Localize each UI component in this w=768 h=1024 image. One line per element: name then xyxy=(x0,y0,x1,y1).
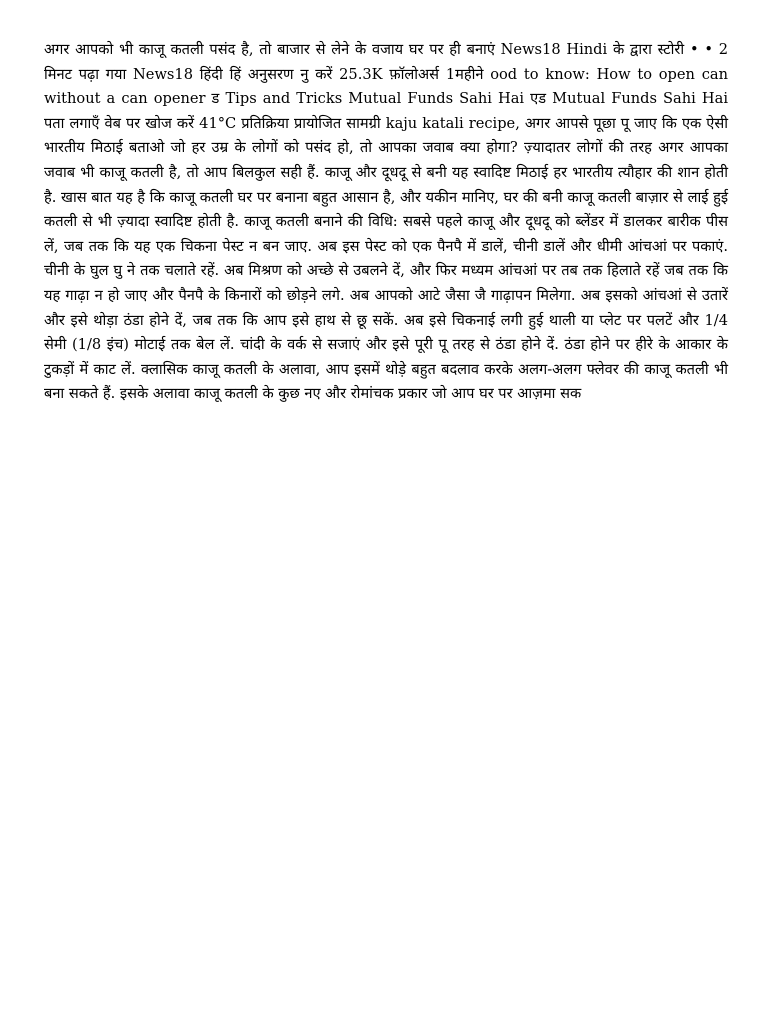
document-page xyxy=(44,38,728,407)
body-paragraph: अगर आपको भी काजू कतली पसंद है, तो बाजार से लेने के वजाय घर पर ही बनाएं News18 Hindi के द्वारा स्टोरी • • 2 मिनट पढ़ा गया News18 हिंदी हिं अनुसरण नु करें 25.3K फ़ॉलोअर्स 1महीने ood to know: How to open can without a can opener ड Tips and Tricks Mutual Funds Sahi Hai एड Mutual Funds Sahi Hai पता लगाएँ वेब पर खोज करें 41°C प्रतिक्रिया प्रायोजित सामग्री kaju katali recipe, अगर आपसे पूछा पू जाए कि एक ऐसी भारतीय मिठाई बताओ जो हर उम्र के लोगों को पसंद हो, तो आपका जवाब क्या होगा? ज़्यादातर लोगों की तरह अगर आपका जवाब भी काजू कतली है, तो आप बिलकुल सही हैं. काजू और दूधदू से बनी यह स्वादिष्ट मिठाई हर भारतीय त्यौहार की शान होती है. खास बात यह है कि काजू कतली घर पर बनाना बहुत आसान है, और यकीन मानिए, घर की बनी काजू कतली बाज़ार से लाई हुई कतली से भी ज़्यादा स्वादिष्ट होती है. काजू कतली बनाने की विधि: सबसे पहले काजू और दूधदू को ब्लेंडर में डालकर बारीक पीस लें, जब तक कि यह एक चिकना पेस्ट न बन जाए. अब इस पेस्ट को एक पैनपै में डालें, चीनी डालें और धीमी आंचआं पर पकाएं. चीनी के घुल घु ने तक चलाते रहें. अब मिश्रण को अच्छे से उबलने दें, और फिर मध्यम आंचआं पर तब तक हिलाते रहें जब तक कि यह गाढ़ा न हो जाए और पैनपै के किनारों को छोड़ने लगे. अब आपको आटे जैसा जै गाढ़ापन मिलेगा. अब इसको आंचआं से उतारें और इसे थोड़ा ठंडा होने दें, जब तक कि आप इसे हाथ से छू सकें. अब इसे चिकनाई लगी हुई थाली या प्लेट पर पलटें और 1/4 सेमी (1/8 इंच) मोटाई तक बेल लें. चांदी के वर्क से सजाएं और इसे पूरी पू तरह से ठंडा होने दें. ठंडा होने पर हीरे के आकार के टुकड़ों में काट लें. क्लासिक काजू कतली के अलावा, आप इसमें थोड़े बहुत बदलाव करके अलग-अलग फ्लेवर की काजू कतली भी बना सकते हैं. इसके अलावा काजू कतली के कुछ नए और रोमांचक प्रकार जो आप घर पर आज़मा सक xyxy=(44,41,728,403)
